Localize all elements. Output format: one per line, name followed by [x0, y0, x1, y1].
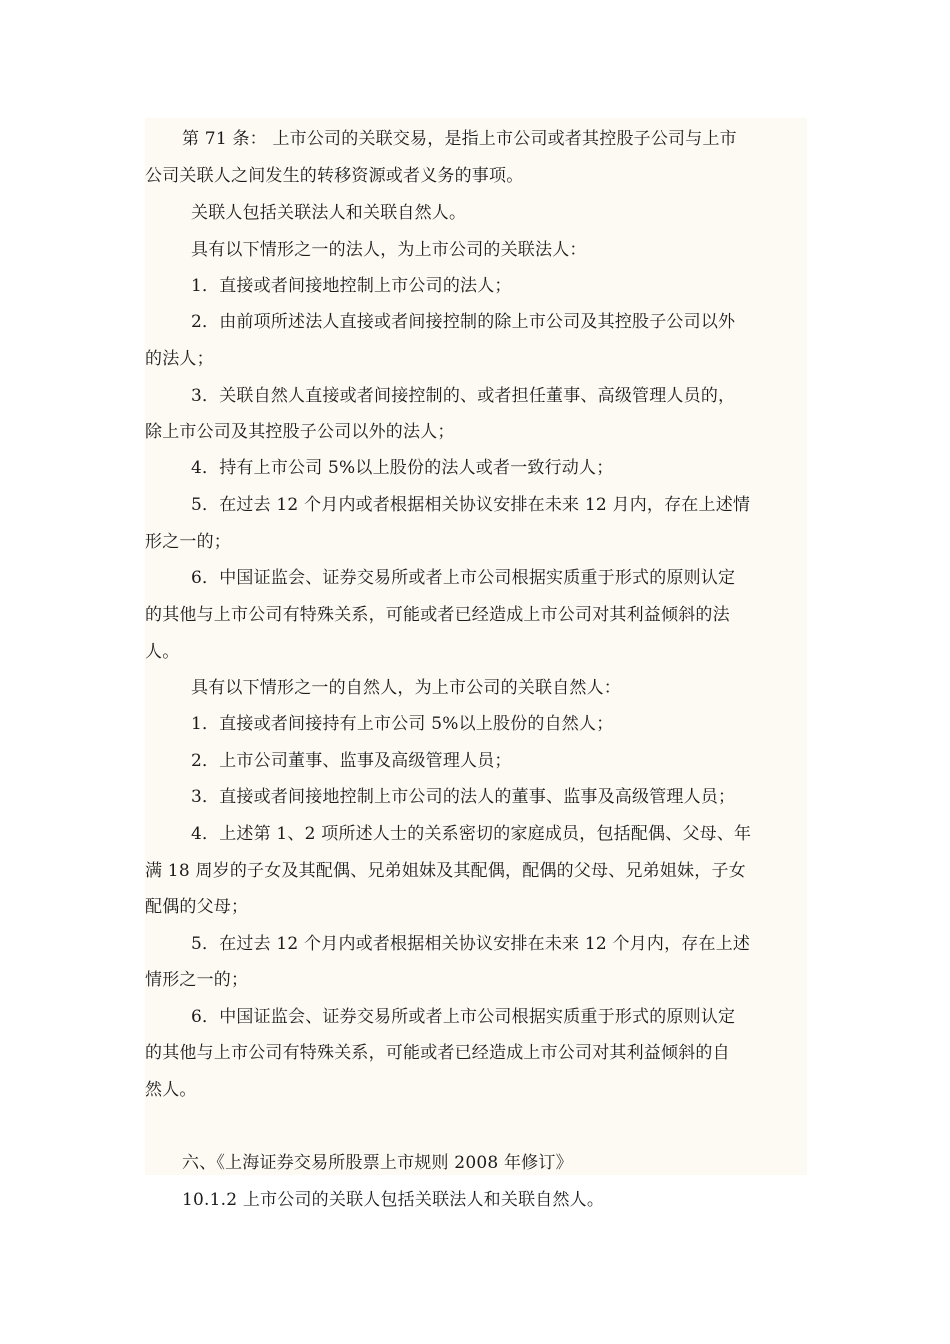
list-item-line: 6．中国证监会、证券交易所或者上市公司根据实质重于形式的原则认定	[191, 568, 736, 588]
list-item-line: 然人。	[145, 1080, 197, 1100]
article-71-line: 第 71 条： 上市公司的关联交易，是指上市公司或者其控股子公司与上市	[182, 129, 737, 149]
paragraph-line: 关联人包括关联法人和关联自然人。	[191, 203, 467, 223]
list-item-line: 4．上述第 1、2 项所述人士的关系密切的家庭成员，包括配偶、父母、年	[191, 824, 752, 844]
list-item-line: 情形之一的；	[145, 970, 249, 990]
list-item-line: 1．直接或者间接地控制上市公司的法人；	[191, 276, 512, 296]
list-item-line: 6．中国证监会、证券交易所或者上市公司根据实质重于形式的原则认定	[191, 1007, 736, 1027]
list-item-line: 的其他与上市公司有特殊关系，可能或者已经造成上市公司对其利益倾斜的自	[145, 1043, 730, 1063]
list-item-line: 的其他与上市公司有特殊关系，可能或者已经造成上市公司对其利益倾斜的法	[145, 605, 730, 625]
list-item-line: 2．由前项所述法人直接或者间接控制的除上市公司及其控股子公司以外	[191, 312, 736, 332]
paragraph-line: 具有以下情形之一的法人，为上市公司的关联法人：	[191, 240, 587, 260]
list-item-line: 1．直接或者间接持有上市公司 5%以上股份的自然人；	[191, 714, 614, 734]
section-heading: 六、《上海证券交易所股票上市规则 2008 年修订》	[182, 1153, 573, 1173]
list-item-line: 配偶的父母；	[145, 897, 249, 917]
list-item-line: 4．持有上市公司 5%以上股份的法人或者一致行动人；	[191, 458, 614, 478]
list-item-line: 3．关联自然人直接或者间接控制的、或者担任董事、高级管理人员的，	[191, 386, 736, 406]
list-item-line: 3．直接或者间接地控制上市公司的法人的董事、监事及高级管理人员；	[191, 787, 736, 807]
list-item-line: 的法人；	[145, 349, 214, 369]
list-item-line: 满 18 周岁的子女及其配偶、兄弟姐妹及其配偶，配偶的父母、兄弟姐妹，子女	[145, 861, 746, 881]
paragraph-line: 公司关联人之间发生的转移资源或者义务的事项。	[145, 166, 524, 186]
list-item-line: 5．在过去 12 个月内或者根据相关协议安排在未来 12 月内，存在上述情	[191, 495, 751, 515]
list-item-line: 除上市公司及其控股子公司以外的法人；	[145, 422, 455, 442]
list-item-line: 2．上市公司董事、监事及高级管理人员；	[191, 751, 512, 771]
paragraph-line: 具有以下情形之一的自然人，为上市公司的关联自然人：	[191, 678, 621, 698]
list-item-line: 形之一的；	[145, 532, 231, 552]
list-item-line: 人。	[145, 642, 180, 662]
list-item-line: 5．在过去 12 个月内或者根据相关协议安排在未来 12 个月内，存在上述	[191, 934, 751, 954]
rule-10-1-2-line: 10.1.2 上市公司的关联人包括关联法人和关联自然人。	[182, 1190, 605, 1210]
